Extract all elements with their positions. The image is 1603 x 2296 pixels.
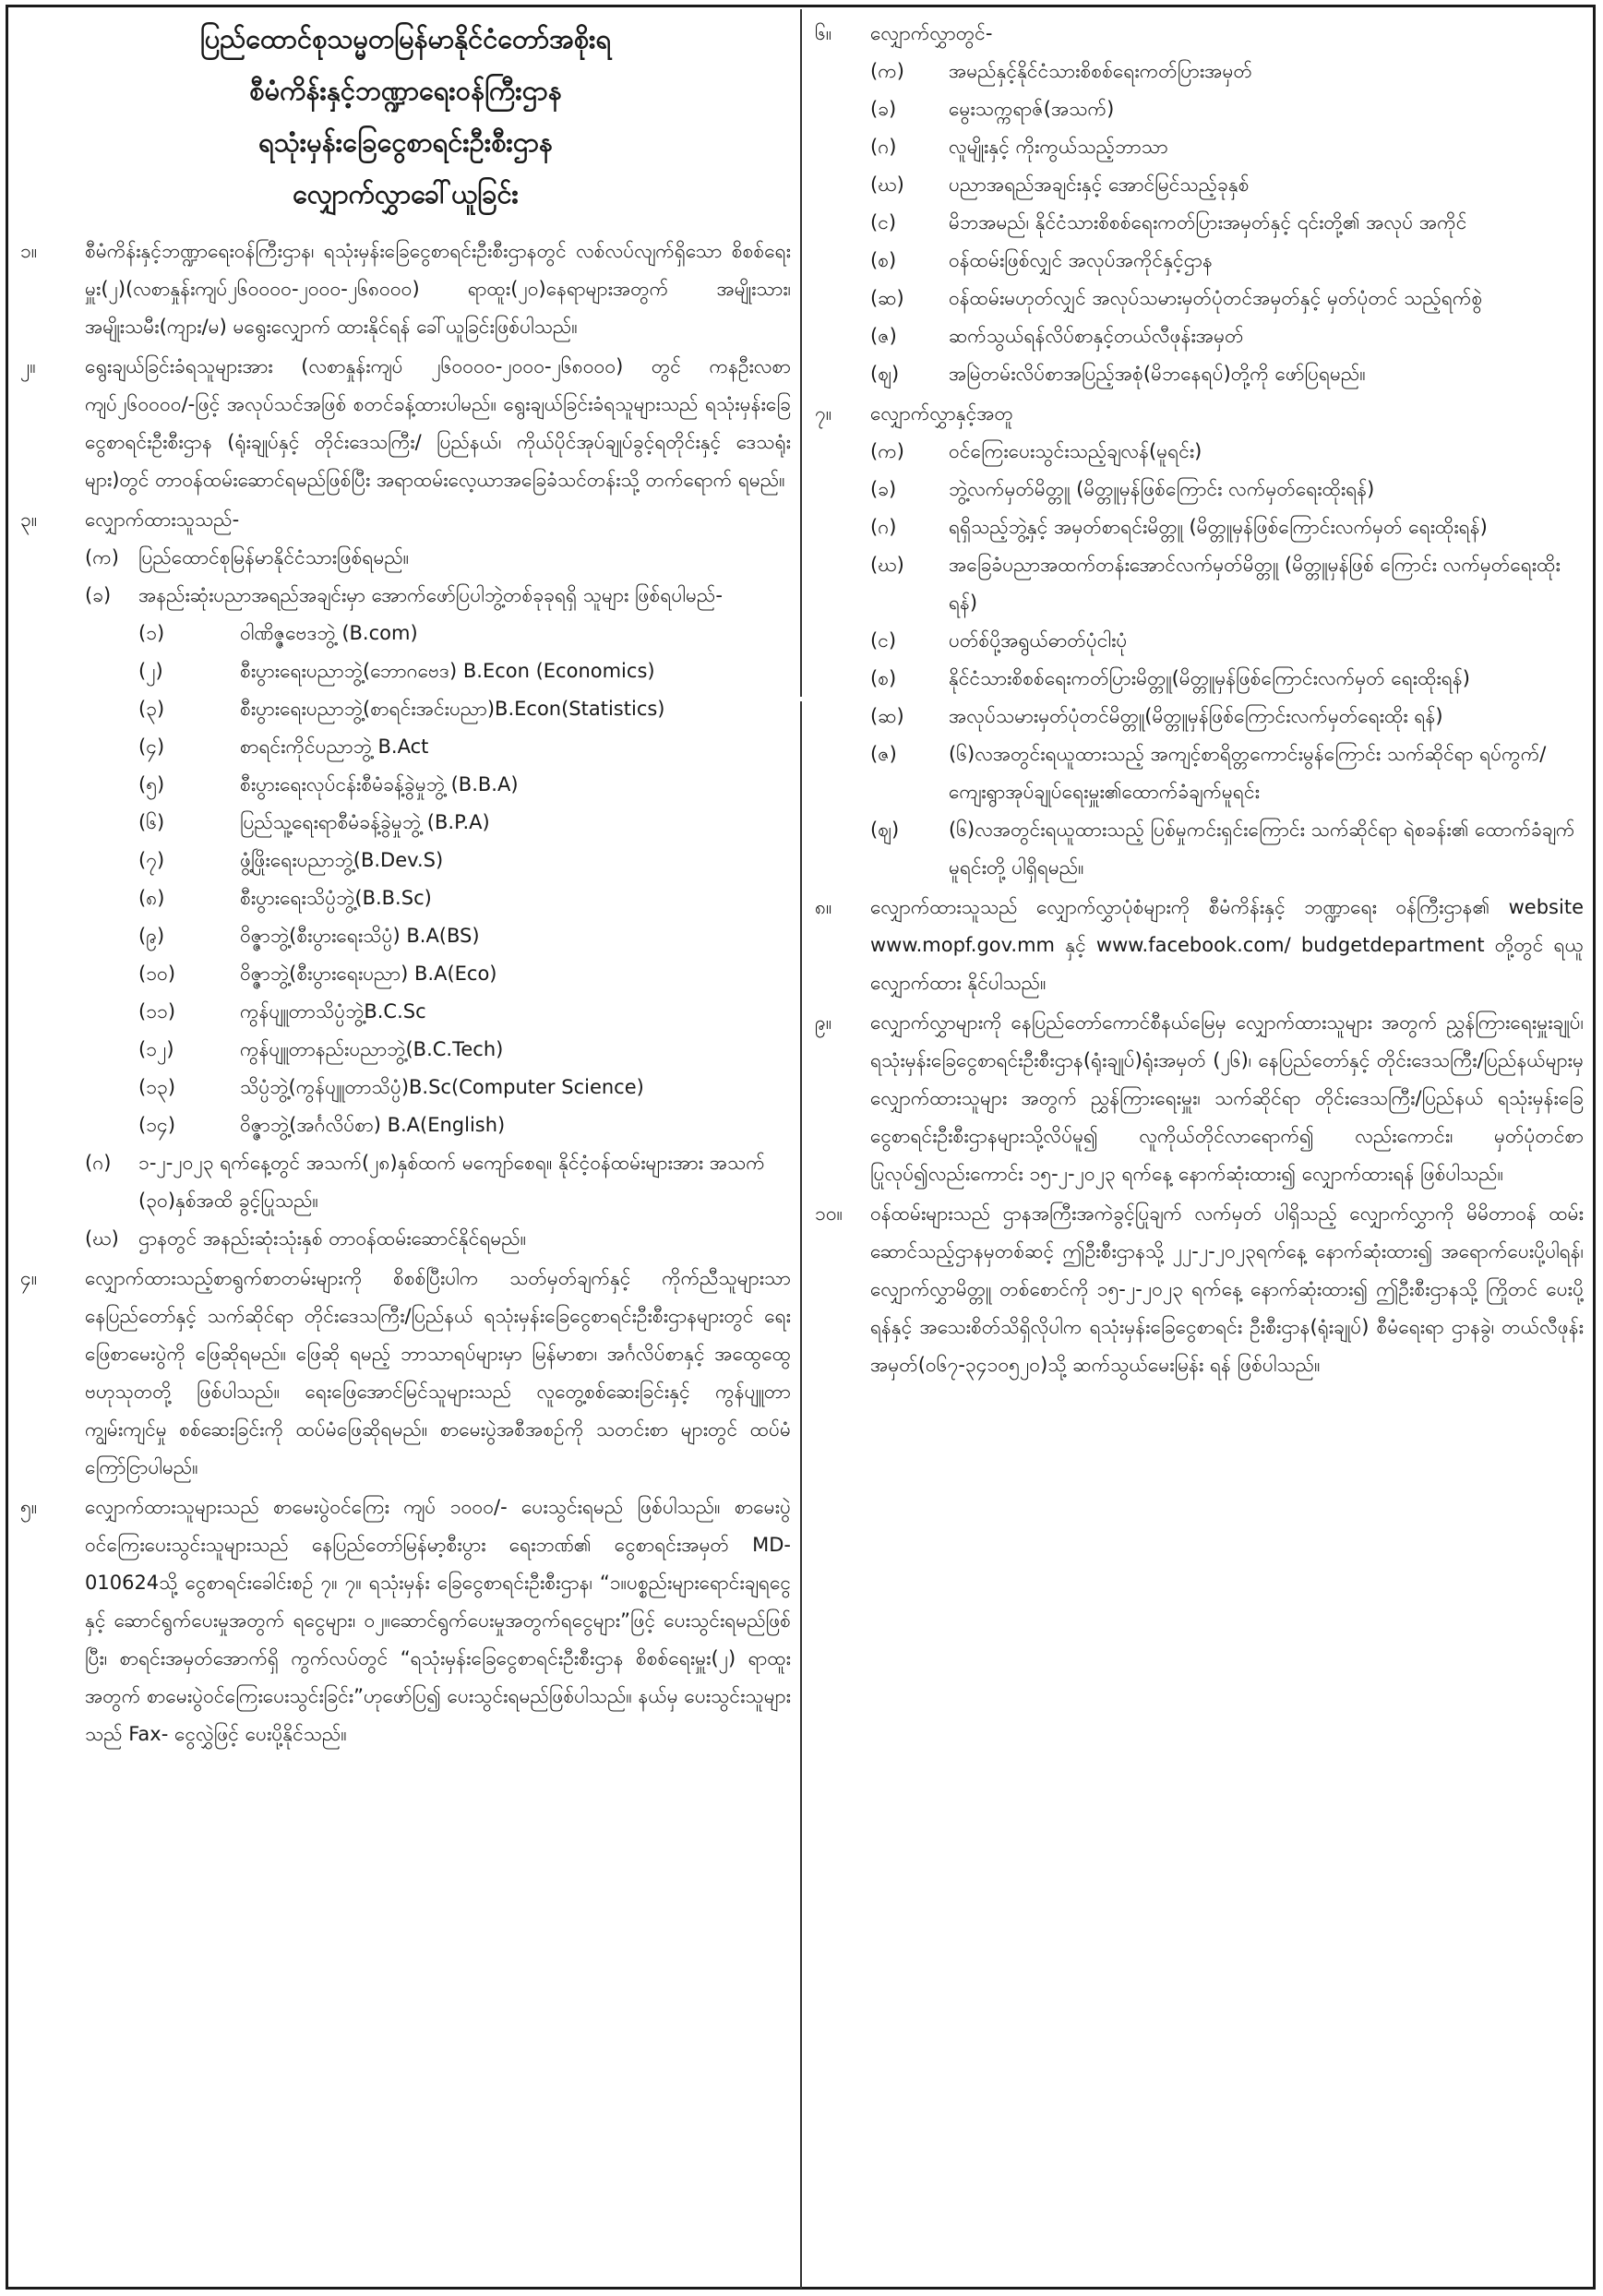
item-key: (ဃ) [870, 173, 904, 196]
item-text: (၆)လအတွင်းရယူထားသည့် ပြစ်မှုကင်းရှင်းကြောင်း သက်ဆိုင်ရာ ရဲစခန်း၏ ထောက်ခံချက်မူရင်းတို့ ပါရှိရမည်။ [949, 819, 1575, 879]
item-key: (ဇ) [870, 325, 897, 347]
item-key: (ဈ) [870, 363, 900, 385]
item-text: အမည်နှင့်နိုင်ငံသားစိစစ်ရေးကတ်ပြားအမှတ် [949, 60, 1252, 82]
item-key: (၆) [138, 811, 165, 833]
section-4-number: ၄။ [20, 1267, 38, 1289]
section-5-text: လျှောက်ထားသူများသည် စာမေးပွဲဝင်ကြေး ကျပ် ၁၀၀၀/- ပေးသွင်းရမည် ဖြစ်ပါသည်။ စာမေးပွဲဝင်ကြေးပေးသွင်းသူများသည် နေပြည်တော်မြန်မာ့စီးပွား ရေးဘဏ်၏ ငွေစာရင်းအမှတ် MD-010624သို့ ငွေစာရင်းခေါင်းစဉ် ၇။ ၇။ ရသုံးမှန်း ခြေငွေစာရင်းဦးစီးဌာန၊ “၁။ပစ္စည်းများရောင်းချရငွေနှင့် ဆောင်ရွက်ပေးမှုအတွက် ရငွေများ၊ ၀၂။ဆောင်ရွက်ပေးမှုအတွက်ရငွေများ”ဖြင့် ပေးသွင်းရမည်ဖြစ်ပြီး၊ စာရင်းအမှတ်အောက်ရှိ ကွက်လပ်တွင် “ရသုံးမှန်းခြေငွေစာရင်းဦးစီးဌာန စိစစ်ရေးမှူး(၂) ရာထူးအတွက် စာမေးပွဲဝင်ကြေးပေးသွင်းခြင်း”ဟုဖော်ပြ၍ ပေးသွင်းရမည်ဖြစ်ပါသည်။ နယ်မှ ပေးသွင်းသူများသည် Fax- ငွေလွှဲဖြင့် ပေးပို့နိုင်သည်။ [85, 1496, 791, 1745]
degree-item [20, 690, 791, 728]
item-key: (က) [85, 546, 119, 568]
section-7-number: ၇။ [815, 402, 832, 425]
list-item [815, 433, 1584, 471]
list-item [815, 204, 1584, 242]
item-key: (၄) [138, 735, 165, 758]
list-item [815, 53, 1584, 90]
section-1 [20, 233, 791, 346]
degree-item [20, 652, 791, 690]
degree-item [20, 728, 791, 766]
degree-item [20, 1106, 791, 1144]
list-item [815, 622, 1584, 660]
degree-item [20, 1031, 791, 1069]
section-3-number: ၃။ [20, 508, 38, 531]
item-text: ဝါဏိဇ္ဇဗေဒဘွဲ့ (B.com) [240, 622, 418, 644]
item-text: ဘွဲ့လက်မှတ်မိတ္တူ (မိတ္တူမှန်ဖြစ်ကြောင်း လက်မှတ်ရေးထိုးရန်) [949, 478, 1375, 500]
section-6-number: ၆။ [815, 22, 832, 44]
degree-item [20, 993, 791, 1031]
list-item [815, 242, 1584, 280]
item-text: စီးပွားရေးပညာဘွဲ့(ဘောဂဗေဒ) B.Econ (Economics) [240, 660, 655, 682]
item-text: စီးပွားရေးသိပ္ပံဘွဲ့(B.B.Sc) [240, 887, 432, 909]
item-text: ဝိဇ္ဇာဘွဲ့(စီးပွားရေးသိပ္ပံ) B.A(BS) [240, 925, 480, 947]
list-item [815, 90, 1584, 128]
header-ministry: စီမံကိန်းနှင့်ဘဏ္ဍာရေးဝန်ကြီးဌာန [249, 75, 562, 106]
section-1-number: ၁။ [20, 240, 38, 262]
item-text: စာရင်းကိုင်ပညာဘွဲ့ B.Act [240, 735, 429, 758]
list-item [815, 166, 1584, 204]
item-text: မွေးသက္ကရာဇ်(အသက်) [949, 98, 1115, 120]
header-department: ရသုံးမှန်းခြေငွေစာရင်းဦးစီးဌာန [258, 126, 553, 158]
header-title: လျှောက်လွှာခေါ်ယူခြင်း [293, 178, 519, 209]
item-key: (ဂ) [85, 1152, 112, 1174]
item-key: (ခ) [870, 478, 897, 500]
left-column [20, 13, 791, 2283]
item-key: (င) [870, 211, 897, 233]
section-10 [815, 1195, 1584, 1384]
item-key: (ဈ) [870, 819, 900, 841]
item-key: (၁၄) [138, 1114, 176, 1136]
item-key: (၁၂) [138, 1038, 174, 1060]
list-item [815, 508, 1584, 546]
item-key: (၅) [138, 773, 165, 795]
item-text: မိဘအမည်၊ နိုင်ငံသားစိစစ်ရေးကတ်ပြားအမှတ်နှင့် ၎င်းတို့၏ အလုပ် အကိုင် [949, 211, 1467, 233]
item-text: အမြဲတမ်းလိပ်စာအပြည့်အစုံ(မိဘနေရပ်)တို့ကို ဖော်ပြရမည်။ [949, 363, 1366, 385]
section-4-text: လျှောက်ထားသည့်စာရွက်စာတမ်းများကို စိစစ်ပြီးပါက သတ်မှတ်ချက်နှင့် ကိုက်ညီသူများသာ နေပြည်တော်နှင့် သက်ဆိုင်ရာ တိုင်းဒေသကြီး/ပြည်နယ် ရသုံးမှန်းခြေငွေစာရင်းဦးစီးဌာနများတွင် ရေးဖြေစာမေးပွဲကို ဖြေဆိုရမည်။ ဖြေဆို ရမည့် ဘာသာရပ်များမှာ မြန်မာစာ၊ အင်္ဂလိပ်စာနှင့် အထွေထွေ ဗဟုသုတတို့ ဖြစ်ပါသည်။ ရေးဖြေအောင်မြင်သူများသည် လူတွေ့စစ်ဆေးခြင်းနှင့် ကွန်ပျူတာ ကျွမ်းကျင်မှု စစ်ဆေးခြင်းကို ထပ်မံဖြေဆိုရမည်။ စာမေးပွဲအစီအစဉ်ကို သတင်းစာ များတွင် ထပ်မံကြော်ငြာပါမည်။ [85, 1267, 791, 1478]
item-text: စီးပွားရေးပညာဘွဲ့(စာရင်းအင်းပညာ)B.Econ(Statistics) [240, 698, 665, 720]
item-key: (င) [870, 629, 897, 652]
section-2-text: ရွေးချယ်ခြင်းခံရသူများအား (လစာနှုန်းကျပ် ၂၆၀၀၀၀-၂၀၀၀-၂၆၈၀၀၀) တွင် ကနဦးလစာ ကျပ်၂၆၀၀၀၀/-ဖြင့် အလုပ်သင်အဖြစ် စတင်ခန့်ထားပါမည်။ ရွေးချယ်ခြင်းခံရသူများသည် ရသုံးမှန်းခြေငွေစာရင်းဦးစီးဌာန (ရုံးချုပ်နှင့် တိုင်းဒေသကြီး/ ပြည်နယ်၊ ကိုယ်ပိုင်အုပ်ချုပ်ခွင့်ရတိုင်းနှင့် ဒေသရုံးများ)တွင် တာဝန်ထမ်းဆောင်ရမည်ဖြစ်ပြီး အရာထမ်းလေ့ယာအခြေခံသင်တန်းသို့ တက်ရောက် ရမည်။ [85, 355, 791, 491]
degree-item [20, 955, 791, 993]
section-7-title-row [815, 395, 1584, 433]
section-3-item-gha [20, 1220, 791, 1258]
item-key: (ဆ) [870, 705, 904, 727]
section-7-title: လျှောက်လွှာနှင့်အတူ [870, 402, 1013, 425]
item-text: ဝန်ထမ်းမဟုတ်လျှင် အလုပ်သမားမှတ်ပုံတင်အမှတ်နှင့် မှတ်ပုံတင် သည့်ရက်စွဲ [949, 287, 1483, 309]
list-item [815, 280, 1584, 317]
item-text: ကွန်ပျူတာနည်းပညာဘွဲ့(B.C.Tech) [240, 1038, 504, 1060]
item-key: (ခ) [870, 98, 897, 120]
list-item [815, 735, 1584, 811]
section-5 [20, 1489, 791, 1753]
item-text: ပြည်ထောင်စုမြန်မာနိုင်ငံသားဖြစ်ရမည်။ [138, 546, 410, 568]
item-key: (စ) [870, 249, 897, 271]
item-key: (၂) [138, 660, 163, 682]
degree-item [20, 1069, 791, 1106]
degree-item [20, 879, 791, 917]
item-key: (က) [870, 60, 904, 82]
degree-item [20, 615, 791, 652]
section-9-text: လျှောက်လွှာများကို နေပြည်တော်ကောင်စီနယ်မြေမှ လျှောက်ထားသူများ အတွက် ညွှန်ကြားရေးမှူးချုပ်၊ ရသုံးမှန်းခြေငွေစာရင်းဦးစီးဌာန(ရုံးချုပ်)ရုံးအမှတ် (၂၆)၊ နေပြည်တော်နှင့် တိုင်းဒေသကြီး/ပြည်နယ်များမှ လျှောက်ထားသူများ အတွက် ညွှန်ကြားရေးမှူး၊ သက်ဆိုင်ရာ တိုင်းဒေသကြီး/ပြည်နယ် ရသုံးမှန်းခြေ ငွေစာရင်းဦးစီးဌာနများသို့လိပ်မူ၍ လူကိုယ်တိုင်လာရောက်၍ လည်းကောင်း၊ မှတ်ပုံတင်စာပြုလုပ်၍လည်းကောင်း ၁၅-၂-၂၀၂၃ ရက်နေ့ နောက်ဆုံးထား၍ လျှောက်ထားရန် ဖြစ်ပါသည်။ [870, 1011, 1584, 1185]
section-9-number: ၉။ [815, 1011, 832, 1034]
item-text: ပညာအရည်အချင်းနှင့် အောင်မြင်သည့်ခုနှစ် [949, 173, 1250, 196]
degree-item [20, 804, 791, 842]
item-text: ဆက်သွယ်ရန်လိပ်စာနှင့်တယ်လီဖုန်းအမှတ် [949, 325, 1244, 347]
section-9 [815, 1004, 1584, 1193]
section-8 [815, 889, 1584, 1002]
item-text: ဌာနတွင် အနည်းဆုံးသုံးနှစ် တာဝန်ထမ်းဆောင်နိုင်ရမည်။ [138, 1227, 527, 1250]
section-10-text: ဝန်ထမ်းများသည် ဌာနအကြီးအကဲခွင့်ပြုချက် လက်မှတ် ပါရှိသည့် လျှောက်လွှာကို မိမိတာဝန် ထမ်းဆောင်သည့်ဌာနမှတစ်ဆင့် ဤဦးစီးဌာနသို့ ၂၂-၂-၂၀၂၃ရက်နေ့ နောက်ဆုံးထား၍ အရောက်ပေးပို့ပါရန်၊ လျှောက်လွှာမိတ္တူ တစ်စောင်ကို ၁၅-၂-၂၀၂၃ ရက်နေ့ နောက်ဆုံးထား၍ ဤဦးစီးဌာနသို့ ကြိုတင် ပေးပို့ရန်နှင့် အသေးစိတ်သိရှိလိုပါက ရသုံးမှန်းခြေငွေစာရင်း ဦးစီးဌာန(ရုံးချုပ်) စီမံရေးရာ ဌာနခွဲ၊ တယ်လီဖုန်းအမှတ်(၀၆၇-၃၄၁၀၅၂၀)သို့ ဆက်သွယ်မေးမြန်း ရန် ဖြစ်ပါသည်။ [870, 1202, 1584, 1376]
section-2-number: ၂။ [20, 355, 36, 377]
list-item [815, 355, 1584, 393]
item-key: (၁) [138, 622, 165, 644]
item-text: အနည်းဆုံးပညာအရည်အချင်းမှာ အောက်ဖော်ပြပါဘွဲ့တစ်ခုခုရရှိ သူများ ဖြစ်ရပါမည်- [138, 584, 723, 606]
header-government: ပြည်ထောင်စုသမ္မတမြန်မာနိုင်ငံတော်အစိုးရ [199, 23, 612, 54]
item-key: (ဇ) [870, 743, 897, 765]
section-2 [20, 348, 791, 499]
item-key: (ဂ) [870, 136, 897, 158]
column-divider [800, 701, 802, 2289]
section-3-item-kha [20, 577, 791, 615]
list-item [815, 698, 1584, 735]
degree-list [20, 615, 791, 1144]
item-key: (ခ) [85, 584, 112, 606]
degree-item [20, 842, 791, 879]
item-text: စီးပွားရေးလုပ်ငန်းစီမံခန့်ခွဲမှုဘွဲ့ (B.B.A) [240, 773, 519, 795]
degree-item [20, 917, 791, 955]
item-key: (၈) [138, 887, 165, 909]
item-text: သိပ္ပံဘွဲ့(ကွန်ပျူတာသိပ္ပံ)B.Sc(Computer Science) [240, 1076, 644, 1098]
item-key: (၁၁) [138, 1000, 176, 1022]
item-text: နိုင်ငံသားစိစစ်ရေးကတ်ပြားမိတ္တူ(မိတ္တူမှန်ဖြစ်ကြောင်းလက်မှတ် ရေးထိုးရန်) [949, 667, 1470, 689]
list-item [815, 471, 1584, 508]
item-key: (၁၃) [138, 1076, 176, 1098]
item-text: ရရှိသည့်ဘွဲ့နှင့် အမှတ်စာရင်းမိတ္တူ (မိတ္တူမှန်ဖြစ်ကြောင်းလက်မှတ် ရေးထိုးရန်) [949, 516, 1488, 538]
section-8-number: ၈။ [815, 896, 832, 918]
item-key: (၁၀) [138, 963, 176, 985]
section-3-title-row [20, 501, 791, 539]
item-text: လူမျိုးနှင့် ကိုးကွယ်သည့်ဘာသာ [949, 136, 1168, 158]
item-key: (ဂ) [870, 516, 897, 538]
item-text: ကွန်ပျူတာသိပ္ပံဘွဲ့B.C.Sc [240, 1000, 426, 1022]
item-text: ဝိဇ္ဇာဘွဲ့(အင်္ဂလိပ်စာ) B.A(English) [240, 1114, 506, 1136]
item-key: (စ) [870, 667, 897, 689]
item-text: အခြေခံပညာအထက်တန်းအောင်လက်မှတ်မိတ္တူ (မိတ္တူမှန်ဖြစ် ကြောင်း လက်မှတ်ရေးထိုးရန်) [949, 554, 1561, 614]
list-item [815, 317, 1584, 355]
notice-header [20, 13, 791, 220]
list-item [815, 546, 1584, 622]
section-7-list [815, 433, 1584, 887]
item-key: (ဃ) [85, 1227, 119, 1250]
item-key: (၉) [138, 925, 165, 947]
item-key: (၃) [138, 698, 165, 720]
item-text: အလုပ်သမားမှတ်ပုံတင်မိတ္တူ(မိတ္တူမှန်ဖြစ်ကြောင်းလက်မှတ်ရေးထိုး ရန်) [949, 705, 1443, 727]
item-text: ၁-၂-၂၀၂၃ ရက်နေ့တွင် အသက်(၂၈)နှစ်ထက် မကျော်စေရ။ နိုင်ငံ့ဝန်ထမ်းများအား အသက် (၃၀)နှစ်အထိ ခွင့်ပြုသည်။ [138, 1152, 765, 1212]
section-3-item-ga [20, 1144, 791, 1220]
section-5-number: ၅။ [20, 1496, 38, 1518]
section-6-list [815, 53, 1584, 393]
section-4 [20, 1260, 791, 1487]
section-6-title-row [815, 15, 1584, 53]
list-item [815, 811, 1584, 887]
list-item [815, 660, 1584, 698]
item-text: ဝန်ထမ်းဖြစ်လျှင် အလုပ်အကိုင်နှင့်ဌာန [949, 249, 1213, 271]
item-text: (၆)လအတွင်းရယူထားသည့် အကျင့်စာရိတ္တကောင်းမွန်ကြောင်း သက်ဆိုင်ရာ ရပ်ကွက်/ကျေးရွာအုပ်ချုပ်ရေးမှူး၏ထောက်ခံချက်မူရင်း [949, 743, 1547, 803]
section-8-text: လျှောက်ထားသူသည် လျှောက်လွှာပုံစံများကို စီမံကိန်းနှင့် ဘဏ္ဍာရေး ဝန်ကြီးဌာန၏ website www.mopf.gov.mm နှင့် www.facebook.com/ budgetdepartment တို့တွင် ရယူလျှောက်ထား နိုင်ပါသည်။ [870, 896, 1584, 994]
item-text: ဝိဇ္ဇာဘွဲ့(စီးပွားရေးပညာ) B.A(Eco) [240, 963, 497, 985]
list-item [815, 128, 1584, 166]
item-key: (ဃ) [870, 554, 904, 576]
section-6-title: လျှောက်လွှာတွင်- [870, 22, 993, 44]
column-divider-top [800, 9, 802, 697]
section-10-number: ၁၀။ [815, 1202, 843, 1225]
section-3-item-ka [20, 539, 791, 577]
right-column [815, 13, 1584, 2283]
section-3-title: လျှောက်ထားသူသည်- [85, 508, 240, 531]
item-text: ပြည်သူ့ရေးရာစီမံခန့်ခွဲမှုဘွဲ့ (B.P.A) [240, 811, 490, 833]
item-text: ဝင်ကြေးပေးသွင်းသည့်ချလန်(မူရင်း) [949, 440, 1202, 462]
item-key: (၇) [138, 849, 165, 871]
item-text: ပတ်စ်ပို့အရွယ်ဓာတ်ပုံငါးပုံ [949, 629, 1128, 652]
item-key: (က) [870, 440, 904, 462]
degree-item [20, 766, 791, 804]
item-key: (ဆ) [870, 287, 904, 309]
section-1-text: စီမံကိန်းနှင့်ဘဏ္ဍာရေးဝန်ကြီးဌာန၊ ရသုံးမှန်းခြေငွေစာရင်းဦးစီးဌာနတွင် လစ်လပ်လျက်ရှိသော စိစစ်ရေးမှူး(၂)(လစာနှုန်းကျပ်၂၆၀၀၀၀-၂၀၀၀-၂၆၈၀၀၀) ရာထူး(၂၀)နေရာများအတွက် အမျိုးသား၊ အမျိုးသမီး(ကျား/မ) မရွေးလျှောက် ထားနိုင်ရန် ခေါ်ယူခြင်းဖြစ်ပါသည်။ [85, 240, 791, 338]
item-text: ဖွံ့ဖြိုးရေးပညာဘွဲ့(B.Dev.S) [240, 849, 444, 871]
